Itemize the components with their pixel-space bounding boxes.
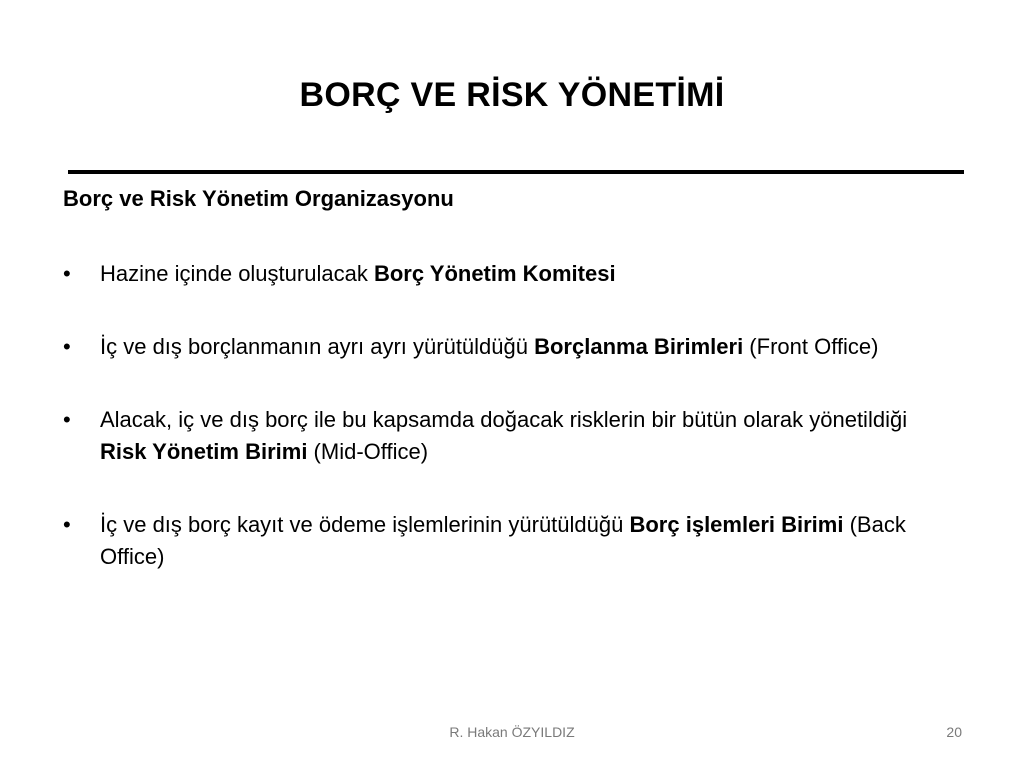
bullet-list	[63, 258, 943, 614]
bullet-marker: •	[63, 334, 71, 359]
title-divider	[68, 170, 964, 174]
bullet-item	[63, 331, 943, 363]
bullet-after-text: (Back Office)	[100, 512, 906, 569]
bullet-marker: •	[63, 261, 71, 286]
bullet-text: İç ve dış borçlanmanın ayrı ayrı yürütüldüğü	[100, 334, 535, 359]
bullet-text: İç ve dış borç kayıt ve ödeme işlemlerinin yürütüldüğü	[100, 512, 630, 537]
bullet-bold-text: Borç Yönetim Komitesi	[373, 261, 616, 286]
bullet-item	[63, 258, 943, 290]
bullet-bold-text: Borç işlemleri Birimi	[629, 512, 844, 537]
bullet-after-text: (Front Office)	[743, 334, 879, 359]
bullet-item	[63, 404, 943, 468]
bullet-text: Alacak, iç ve dış borç ile bu kapsamda doğacak risklerin bir bütün olarak yönetildiği	[100, 407, 908, 432]
bullet-item	[63, 509, 943, 573]
bullet-bold-text: Borçlanma Birimleri	[534, 334, 744, 359]
slide-title: BORÇ VE RİSK YÖNETİMİ	[299, 76, 725, 114]
bullet-after-text: (Mid-Office)	[307, 439, 429, 464]
bullet-marker: •	[63, 407, 71, 432]
bullet-bold-text: Risk Yönetim Birimi	[100, 439, 308, 464]
bullet-marker: •	[63, 512, 71, 537]
section-subtitle: Borç ve Risk Yönetim Organizasyonu	[63, 186, 454, 211]
page-number: 20	[946, 724, 962, 740]
bullet-text: Hazine içinde oluşturulacak	[100, 261, 374, 286]
footer-author: R. Hakan ÖZYILDIZ	[449, 724, 575, 740]
